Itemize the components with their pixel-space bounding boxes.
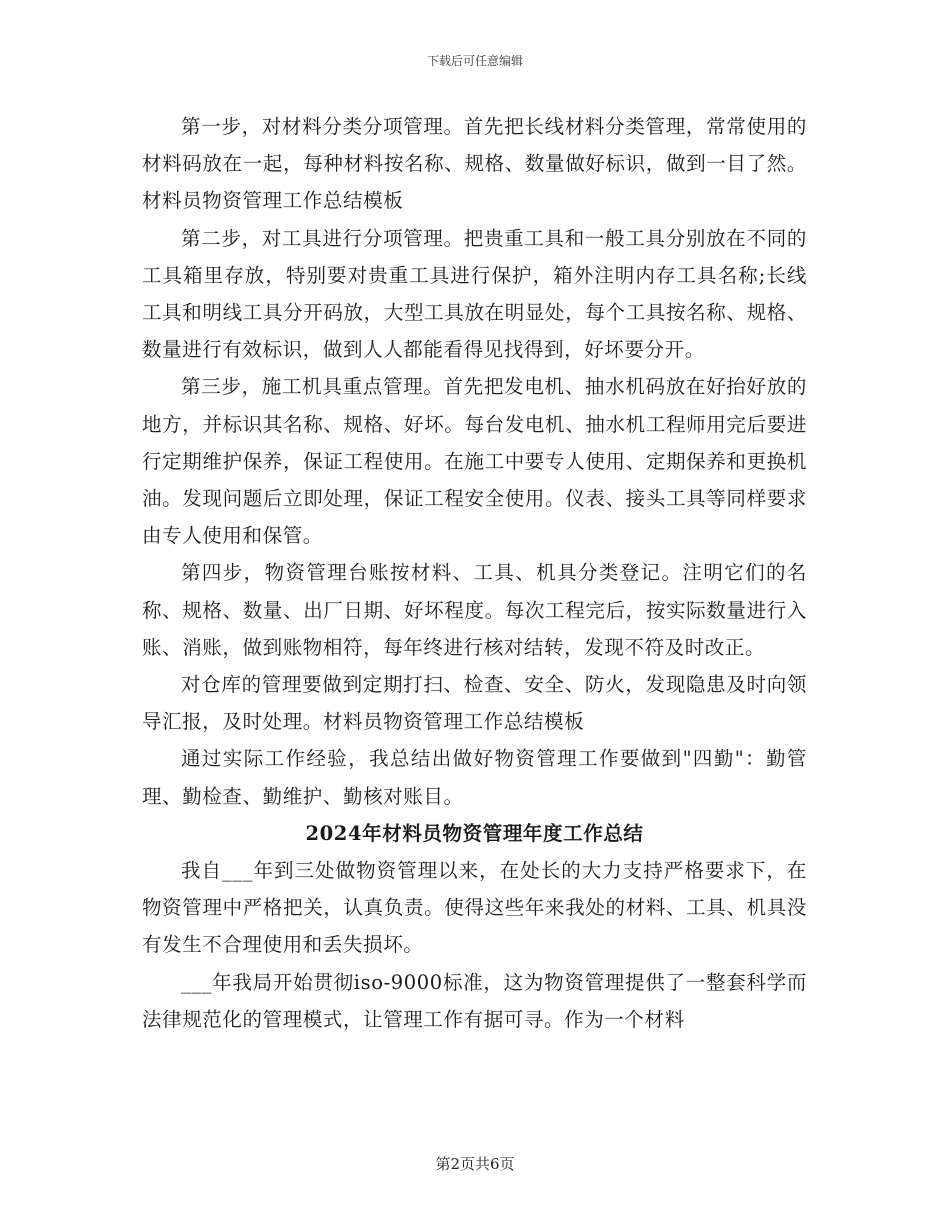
paragraph-intro: 我自___年到三处做物资管理以来，在处长的大力支持严格要求下，在物资管理中严格把关，认真负责。使得这些年来我处的材料、工具、机具没有发生不合理使用和丢失损坏。 bbox=[142, 859, 807, 957]
paragraph-iso: ___年我局开始贯彻iso-9000标准，这为物资管理提供了一整套科学而法律规范化的管理模式，让管理工作有据可寻。作为一个材料 bbox=[142, 970, 807, 1031]
section-heading: 2024年材料员物资管理年度工作总结 bbox=[305, 821, 644, 845]
page-footer: 第2页共6页 bbox=[435, 1155, 515, 1173]
paragraph-warehouse: 对仓库的管理要做到定期打扫、检查、安全、防火，发现隐患及时向领导汇报，及时处理。材料员物资管理工作总结模板 bbox=[142, 673, 807, 734]
paragraph-step-one: 第一步，对材料分类分项管理。首先把长线材料分类管理，常常使用的材料码放在一起，每种材料按名称、规格、数量做好标识，做到一目了然。材料员物资管理工作总结模板 bbox=[142, 115, 807, 213]
paragraph-step-three: 第三步，施工机具重点管理。首先把发电机、抽水机码放在好抬好放的地方，并标识其名称、规格、好坏。每台发电机、抽水机工程师用完后要进行定期维护保养，保证工程使用。在施工中要专人使用、定期保养和更换机油。发现问题后立即处理，保证工程安全使用。仪表、接头工具等同样要求由专人使用和保管。 bbox=[142, 375, 807, 548]
paragraph-step-four: 第四步，物资管理台账按材料、工具、机具分类登记。注明它们的名称、规格、数量、出厂日期、好坏程度。每次工程完后，按实际数量进行入账、消账，做到账物相符，每年终进行核对结转，发现不符及时改正。 bbox=[142, 561, 807, 659]
page-header: 下载后可任意编辑 bbox=[426, 54, 523, 68]
paragraph-step-two: 第二步，对工具进行分项管理。把贵重工具和一般工具分别放在不同的工具箱里存放，特别要对贵重工具进行保护，箱外注明内存工具名称;长线工具和明线工具分开码放，大型工具放在明显处，每个工具按名称、规格、数量进行有效标识，做到人人都能看得见找得到，好坏要分开。 bbox=[142, 226, 807, 362]
document-body bbox=[142, 108, 807, 1038]
paragraph-four-diligence: 通过实际工作经验，我总结出做好物资管理工作要做到"四勤"：勤管理、勤检查、勤维护、勤核对账目。 bbox=[142, 747, 807, 808]
